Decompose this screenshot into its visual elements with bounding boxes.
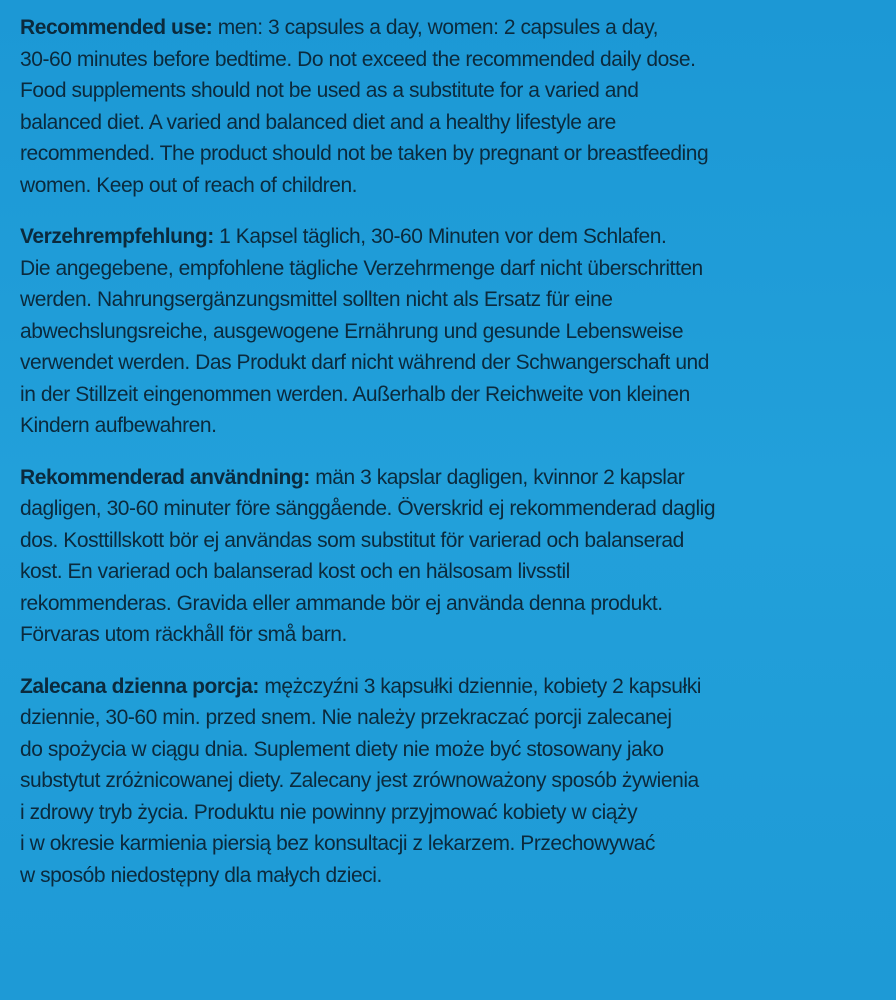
section-text-line: mężczyźni 3 kapsułki dziennie, kobiety 2 kapsułki: [258, 674, 702, 698]
section-recommended-use-en: [20, 12, 896, 201]
section-text-line: balanced diet. A varied and balanced diet and a healthy lifestyle are: [20, 110, 616, 134]
section-text-line: abwechslungsreiche, ausgewogene Ernährung und gesunde Lebensweise: [20, 319, 684, 343]
section-heading: Verzehrempfehlung:: [20, 225, 214, 248]
section-text-line: recommended. The product should not be taken by pregnant or breastfeeding: [20, 142, 709, 165]
section-text-line: dziennie, 30-60 min. przed snem. Nie należy przekraczać porcji zalecanej: [20, 706, 672, 729]
section-first-line: [20, 462, 896, 494]
section-text-line: 1 Kapsel täglich, 30-60 Minuten vor dem Schlafen.: [213, 225, 667, 248]
section-text-line: 30-60 minutes before bedtime. Do not exceed the recommended daily dose.: [20, 47, 696, 71]
section-text-line: werden. Nahrungsergänzungsmittel sollten nicht als Ersatz für eine: [20, 288, 613, 311]
section-text-line: i w okresie karmienia piersią bez konsultacji z lekarzem. Przechowywać: [20, 832, 655, 855]
section-heading: Recommended use:: [20, 16, 213, 39]
section-text-line: Food supplements should not be used as a substitute for a varied and: [20, 79, 639, 102]
section-heading: Zalecana dzienna porcja:: [20, 674, 259, 698]
section-text-line: Kindern aufbewahren.: [20, 414, 217, 437]
section-first-line: [20, 671, 896, 703]
section-text-line: w sposób niedostępny dla małych dzieci.: [20, 863, 382, 887]
section-text-line: rekommenderas. Gravida eller ammande bör ej använda denna produkt.: [20, 591, 663, 615]
section-text-line: dagligen, 30-60 minuter före sänggående. Överskrid ej rekommenderad daglig: [20, 497, 716, 520]
section-text-line: i zdrowy tryb życia. Produktu nie powinny przyjmować kobiety w ciąży: [20, 800, 638, 824]
section-text-line: substytut zróżnicowanej diety. Zalecany jest zrównoważony sposób żywienia: [20, 769, 699, 792]
section-verzehrempfehlung-de: [20, 221, 896, 442]
section-text-line: kost. En varierad och balanserad kost och en hälsosam livsstil: [20, 560, 570, 583]
section-text-line: män 3 kapslar dagligen, kvinnor 2 kapslar: [309, 465, 685, 489]
section-text-line: do spożycia w ciągu dnia. Suplement diety nie może być stosowany jako: [20, 737, 664, 761]
section-rekommenderad-anvandning-sv: [20, 462, 896, 651]
section-first-line: [20, 221, 896, 253]
section-first-line: [20, 12, 896, 44]
section-text-line: in der Stillzeit eingenommen werden. Außerhalb der Reichweite von kleinen: [20, 382, 690, 406]
section-text-line: Die angegebene, empfohlene tägliche Verzehrmenge darf nicht überschritten: [20, 256, 703, 280]
section-text-line: men: 3 capsules a day, women: 2 capsules a day,: [212, 16, 659, 39]
section-heading: Rekommenderad användning:: [20, 465, 310, 489]
section-text-line: women. Keep out of reach of children.: [20, 173, 358, 197]
section-zalecana-dzienna-porcja-pl: [20, 671, 896, 892]
section-text-line: Förvaras utom räckhåll för små barn.: [20, 623, 347, 646]
section-text-line: dos. Kosttillskott bör ej användas som substitut för varierad och balanserad: [20, 528, 684, 552]
section-text-line: verwendet werden. Das Produkt darf nicht während der Schwangerschaft und: [20, 351, 710, 374]
